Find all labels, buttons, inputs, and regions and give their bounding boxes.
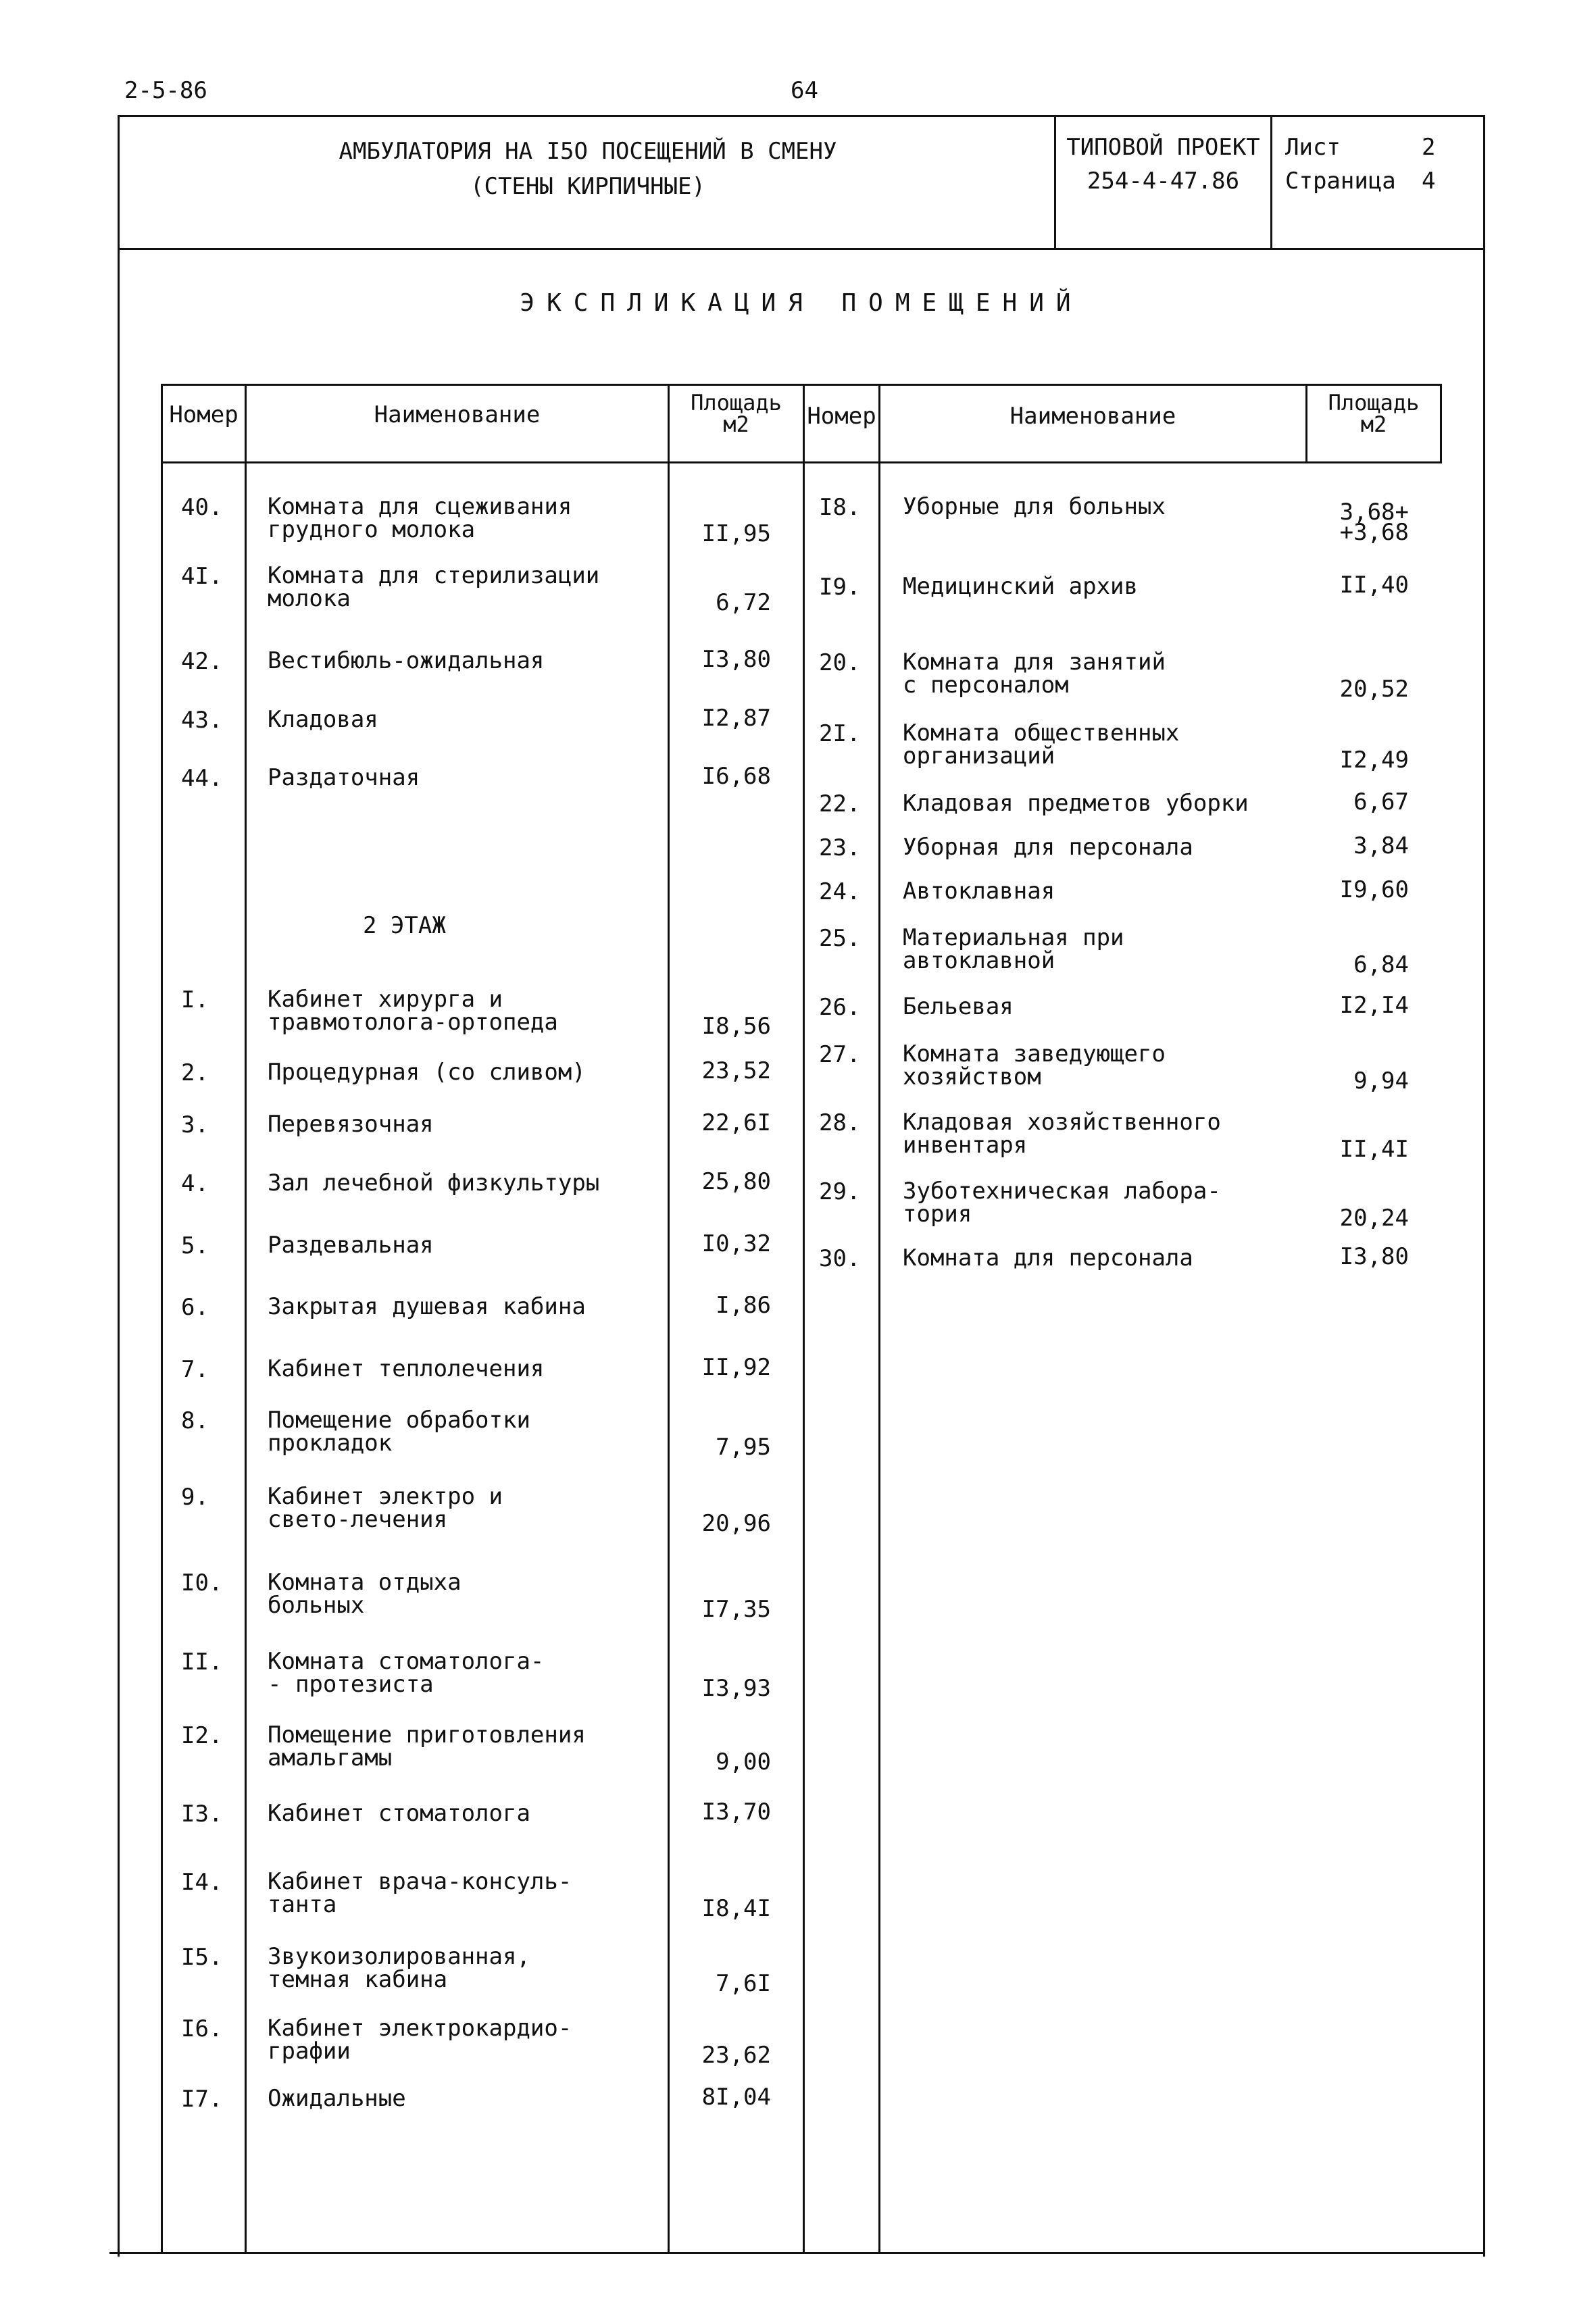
sheet-label: Лист <box>1285 134 1341 161</box>
left-room-name: Раздевальная <box>268 1232 434 1259</box>
left-room-area: 22,6I <box>701 1109 771 1136</box>
page-value: 4 <box>1422 168 1436 195</box>
document-title: АМБУЛАТОРИЯ НА I5O ПОСЕЩЕНИЙ В СМЕНУ <box>339 138 837 165</box>
left-room-name: Перевязочная <box>268 1111 434 1138</box>
left-room-area: 7,6I <box>716 1970 771 1997</box>
left-room-name: Кабинет электрокардио- графии <box>268 2015 572 2065</box>
right-room-number: 20. <box>819 649 861 676</box>
left-room-number: 8. <box>181 1407 209 1434</box>
right-room-name: Медицинский архив <box>903 573 1138 600</box>
header-number-right: Номер <box>807 403 876 430</box>
left-room-number: I0. <box>181 1569 223 1596</box>
header-name-right: Наименование <box>1009 403 1176 430</box>
header-number-left: Номер <box>169 401 239 428</box>
left-room-area: 8I,04 <box>701 2084 771 2111</box>
right-room-name: Комната общественных организаций <box>903 720 1180 770</box>
left-room-area: I3,80 <box>701 646 771 673</box>
left-room-number: 7. <box>181 1356 209 1383</box>
left-room-name: Комната стоматолога- - протезиста <box>268 1648 545 1698</box>
left-room-name: Кабинет теплолечения <box>268 1355 545 1382</box>
left-room-name: Процедурная (со сливом) <box>268 1059 586 1086</box>
left-room-area: I8,56 <box>701 1013 771 1040</box>
right-room-number: 30. <box>819 1245 861 1272</box>
left-room-number: 3. <box>181 1111 209 1138</box>
left-room-area: I2,87 <box>701 705 771 732</box>
left-room-number: 44. <box>181 765 223 792</box>
table-title: ЭКСПЛИКАЦИЯ ПОМЕЩЕНИЙ <box>520 289 1083 317</box>
left-room-name: Кладовая <box>268 706 378 733</box>
left-room-name: Кабинет врача-консуль- танта <box>268 1868 572 1918</box>
left-room-number: I2. <box>181 1722 223 1749</box>
left-room-number: 5. <box>181 1232 209 1259</box>
right-room-number: 29. <box>819 1178 861 1205</box>
left-room-name: Кабинет электро и свето-лечения <box>268 1483 503 1533</box>
left-room-number: 6. <box>181 1294 209 1321</box>
left-room-name: Зал лечебной физкультуры <box>268 1169 600 1197</box>
right-room-area: I2,49 <box>1339 747 1409 774</box>
left-room-name: Помещение приготовления амальгамы <box>268 1721 586 1771</box>
header-area-left: Площадь м2 <box>691 390 782 437</box>
right-room-area: II,4I <box>1339 1136 1409 1163</box>
left-room-area: I0,32 <box>701 1230 771 1257</box>
right-room-area: I2,I4 <box>1339 992 1409 1019</box>
sheet-value: 2 <box>1422 134 1436 161</box>
left-room-area: I3,70 <box>701 1799 771 1826</box>
left-room-name: Звукоизолированная, темная кабина <box>268 1943 530 1993</box>
right-room-area: 3,68+ +3,68 <box>1339 499 1409 546</box>
right-room-name: Комната для персонала <box>903 1244 1193 1272</box>
left-room-area: 6,72 <box>716 589 771 616</box>
right-room-number: 25. <box>819 925 861 952</box>
right-room-name: Кладовая хозяйственного инвентаря <box>903 1109 1221 1159</box>
left-room-number: 43. <box>181 707 223 734</box>
left-room-number: I. <box>181 986 209 1013</box>
left-room-area: 7,95 <box>716 1434 771 1461</box>
left-room-name: Раздаточная <box>268 764 420 791</box>
right-room-area: I3,80 <box>1339 1243 1409 1270</box>
left-room-area: II,92 <box>701 1354 771 1381</box>
left-room-number: I3. <box>181 1801 223 1828</box>
project-label: ТИПОВОЙ ПРОЕКТ <box>1066 134 1260 161</box>
left-room-area: 23,52 <box>701 1057 771 1084</box>
header-area-right: Площадь м2 <box>1328 390 1420 437</box>
left-room-name: Кабинет хирурга и травмотолога-ортопеда <box>268 986 558 1036</box>
left-room-name: Комната для сцеживания грудного молока <box>268 493 572 543</box>
right-room-area: 6,67 <box>1353 788 1409 815</box>
left-room-area: 9,00 <box>716 1749 771 1776</box>
left-room-area: 20,96 <box>701 1510 771 1537</box>
left-room-name: Комната для стерилизации молока <box>268 562 600 612</box>
left-room-area: 25,80 <box>701 1168 771 1195</box>
left-room-name: Комната отдыха больных <box>268 1569 462 1619</box>
right-room-name: Бельевая <box>903 993 1014 1020</box>
left-room-number: 4. <box>181 1170 209 1197</box>
left-room-number: I7. <box>181 2086 223 2113</box>
right-room-area: 9,94 <box>1353 1067 1409 1095</box>
right-room-area: I9,60 <box>1339 876 1409 903</box>
project-number: 254-4-47.86 <box>1087 168 1240 195</box>
right-room-number: I8. <box>819 494 861 521</box>
left-room-name: Кабинет стоматолога <box>268 1800 530 1827</box>
right-room-name: Уборная для персонала <box>903 834 1193 861</box>
doc-code: 2-5-86 <box>124 77 207 104</box>
right-room-number: I9. <box>819 574 861 601</box>
right-room-area: 3,84 <box>1353 832 1409 859</box>
left-room-name: Ожидальные <box>268 2085 406 2112</box>
left-room-name: Помещение обработки прокладок <box>268 1407 530 1457</box>
left-room-number: I4. <box>181 1869 223 1896</box>
right-room-number: 2I. <box>819 720 861 747</box>
left-room-area: II,95 <box>701 520 771 547</box>
right-room-name: Комната заведующего хозяйством <box>903 1040 1166 1090</box>
right-room-name: Автоклавная <box>903 878 1055 905</box>
left-room-number: 40. <box>181 494 223 521</box>
left-room-number: II. <box>181 1649 223 1676</box>
right-room-area: 6,84 <box>1353 951 1409 978</box>
left-room-area: I3,93 <box>701 1675 771 1702</box>
right-room-area: II,40 <box>1339 572 1409 599</box>
left-room-number: 42. <box>181 648 223 675</box>
right-room-name: Зуботехническая лабора- тория <box>903 1178 1221 1228</box>
left-room-area: I8,4I <box>701 1895 771 1922</box>
right-room-number: 22. <box>819 790 861 818</box>
left-room-number: I6. <box>181 2015 223 2042</box>
left-room-name: Закрытая душевая кабина <box>268 1293 586 1320</box>
left-room-name: Вестибюль-ожидальная <box>268 647 545 674</box>
right-room-area: 20,24 <box>1339 1205 1409 1232</box>
right-room-name: Материальная при автоклавной <box>903 924 1124 974</box>
right-room-area: 20,52 <box>1339 676 1409 703</box>
left-room-number: 2. <box>181 1059 209 1086</box>
right-room-number: 27. <box>819 1041 861 1068</box>
left-room-area: I7,35 <box>701 1596 771 1623</box>
left-room-number: I5. <box>181 1944 223 1971</box>
header-name-left: Наименование <box>374 401 541 428</box>
left-room-area: I6,68 <box>701 763 771 790</box>
floor-2-heading: 2 ЭТАЖ <box>363 912 446 939</box>
page-label: Страница <box>1285 168 1396 195</box>
right-room-number: 23. <box>819 834 861 861</box>
left-room-area: 23,62 <box>701 2042 771 2069</box>
document-subtitle: (СТЕНЫ КИРПИЧНЫЕ) <box>470 173 705 200</box>
left-room-area: I,86 <box>716 1292 771 1319</box>
left-room-number: 9. <box>181 1484 209 1511</box>
right-room-number: 28. <box>819 1109 861 1136</box>
page-number: 64 <box>791 77 818 104</box>
left-room-number: 4I. <box>181 563 223 590</box>
right-room-number: 24. <box>819 878 861 905</box>
right-room-number: 26. <box>819 994 861 1021</box>
right-room-name: Комната для занятий с персоналом <box>903 649 1166 699</box>
right-room-name: Кладовая предметов уборки <box>903 790 1249 817</box>
right-room-name: Уборные для больных <box>903 493 1166 520</box>
